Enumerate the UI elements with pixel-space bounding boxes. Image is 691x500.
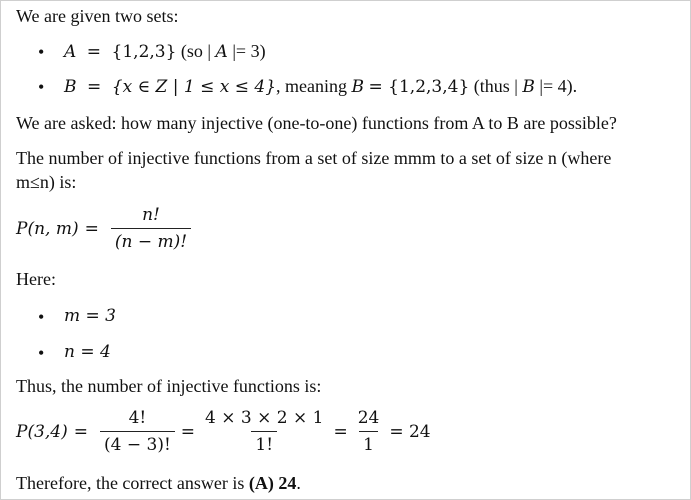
set-b-elements: = {1,2,3,4} [368,77,470,97]
set-b-note-prefix: (thus | [473,76,518,96]
fraction-denominator: 1 [359,431,378,455]
fraction-denominator: (n − m)! [111,228,191,252]
set-b-meaning: , meaning [276,76,352,96]
set-a-note-suffix: |= 3) [232,41,266,61]
set-a-note-prefix: (so | [180,41,212,61]
formula-lhs: P(n, m) [16,218,79,239]
calc-fraction-3 [354,408,384,455]
conclusion-text: Therefore, the correct answer is [16,473,249,493]
bullet-dot: • [38,77,45,97]
set-b-symbol-2: B [351,77,365,97]
set-b-line [64,75,577,98]
calc-result: = 24 [389,421,431,442]
bullet-dot: • [38,343,45,363]
formula-intro-line-2: m≤n) is: [16,172,77,192]
fraction-denominator: 1! [251,431,277,455]
question-text: We are asked: how many injective (one-to-one) functions from A to B are possible? [16,113,617,133]
answer-highlight: (A) 24 [248,473,297,493]
set-a-elements: {1,2,3} [111,42,177,62]
bullet-dot: • [38,42,45,62]
fraction-denominator: (4 − 3)! [100,431,175,455]
equals-sign: = [84,218,99,239]
fraction-numerator: 24 [357,408,380,428]
set-a-symbol: A [64,42,77,62]
set-a-line [64,40,266,63]
m-value: m = 3 [64,306,116,326]
set-a-note-var: A [215,42,228,62]
conclusion-line [16,472,301,494]
here-label: Here: [16,269,56,289]
conclusion-period: . [296,473,301,493]
set-b-builder: {x ∈ Z | 1 ≤ x ≤ 4} [111,77,277,97]
equals-sign: = [333,421,348,442]
equals-sign: = [73,421,88,442]
set-b-note-suffix: |= 4). [539,76,578,96]
fraction-numerator: n! [142,205,160,225]
permutation-formula [16,205,197,252]
formula-fraction [111,205,191,252]
thus-text: Thus, the number of injective functions is: [16,376,322,396]
calc-fraction-2 [201,408,327,455]
calculation [16,408,431,455]
calc-fraction-1 [100,408,175,455]
equals-sign: = [87,77,102,97]
fraction-numerator: 4 × 3 × 2 × 1 [205,408,324,428]
intro-text: We are given two sets: [16,6,179,26]
set-b-symbol: B [64,77,77,97]
n-value: n = 4 [64,342,111,362]
formula-intro-line-1: The number of injective functions from a set of size mmm to a set of size n (where [16,148,612,168]
equals-sign: = [86,42,102,62]
calc-lhs: P(3,4) [16,421,68,442]
set-b-note-var: B [522,77,535,97]
fraction-numerator: 4! [128,408,147,428]
bullet-dot: • [38,307,45,327]
equals-sign: = [180,421,196,442]
